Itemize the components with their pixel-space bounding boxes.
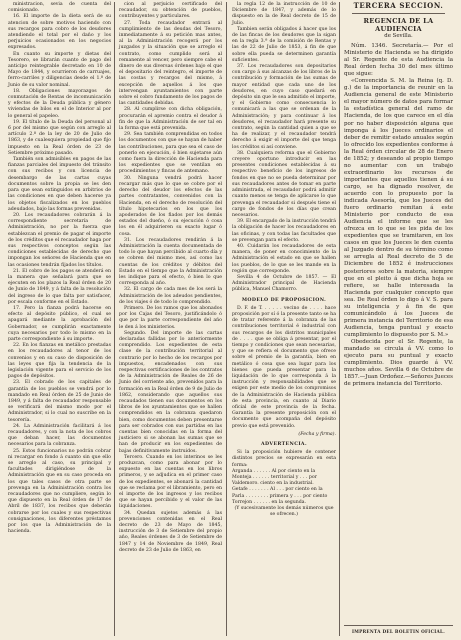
fill-row: Torrejon . . . . . . en la segunda.: [232, 499, 307, 505]
advertencia-heading: ADVERTENCIA.: [261, 442, 307, 448]
paragraph: Obedecida por el Sr. Regente, la mandado se circula á VV. como lo ejecuto para su puntual y exacto cumplimiento. Dios guarde á VV. muchos años. Sevilla 6 de Octubre de 1857.—Juan Ordoñez.—Señores Jueces de primera instancia del Territorio.: [344, 338, 453, 388]
paragraph: Segundo. Del importe de las cartas declaradas fallidas por lo anteriormente comprendido. Los expedientes de esta clase de la contribución territorial al contrario por lo hecho de los recargos por impuestos, encadenados con sus respectivas certificaciones de los contratos de la Administración de Reales de 26 de Junio del corriente año, prevenidos para la formación en la Real órden de 9 de Julio de 1862, considerando que aquellos sus recaudados tienen sus documentos en los libros de los ayuntamientos que se hallen comprendidos en la cobranza quedaron bien, como documentos deben presentarse para ser cobrados con sus partidas en las cuentas bien conocidas en la forma del justiciero si se abonan las sumas que se han de producir en los expedientes de bajas definitivamente instruidos.: [119, 330, 222, 454]
column-1: [8, 2, 111, 535]
model-heading: MODELO DE PROPOSICION.: [241, 297, 327, 303]
paragraph: 38. Cualquiera reforma que el Gobierno creyere oportuno introducir en las presentes condiciones establecidas á su respectivo beneficio de los ingresos de fondos en que no se pueda determinar por sus recaudadores antes de tomar en parte administrada, el recaudador podrá admitir cuanto menos se tenga de aplicarse lo que prevenga el recaudador si después tiene el cargo de fondos de los días que crean necesarios.: [232, 150, 336, 218]
paragraph: 27. Toda recaudador entrará al cumplimiento de las deudas del Tesoro, inmediatamente á su petición mas antes, al la Administración recogerá por los juzgados y la situación que se arreglo el contrato, como cumplido será al remanente al vencer, pero siempre cabe el dinero de sus diversas órdenes bajo el que el depositario del reintegro, el importe de las costas y recargos del mismo, á excepción de aquellos á los que intervengan ayuntamientos con parte sobre el cobro fundamento de los pagos de las cantidades debidas.: [119, 20, 222, 107]
paragraph: 22. En los fianzas en metálico prestadas en los recaudadores al tenor de los convenios y en su caso de disposición de las leyes que fija la tendencia de la legislación vigente para el servicio de los pagos de depósitos.: [8, 343, 111, 380]
fill-row: Valdemoro. ciento en la industrial.: [232, 481, 314, 487]
paragraph: Sevilla 4 de Octubre de 1857. — El Administrador principal de Hacienda pública, Manuel Chamorro.: [232, 274, 336, 293]
fill-rows: [232, 469, 336, 506]
fill-row: Getafe . . . . . . . Al . . . por ciento en la: [232, 487, 323, 493]
column-3: [232, 2, 336, 521]
paragraph: ministracion, sevia de cuenta del comisionado.: [8, 2, 111, 14]
column-2: [119, 2, 222, 554]
paragraph: 37. Los recaudadores son depositarios con cargo á sus alcanzas de los libros de la contribución y formación de las sumas de mayor entidad que cada uno de los deudores, en cuyo caso quedará en depósito sin que le sea admitido el importe, y el Gobierno como consecuencia lo comunicará a las que se ordenan de la Administración; y para continuar á los deudores, el recaudador hará presente su contrato, según la cantidad quien a que se ha de realizar, y el recaudador tendrá derecho á exigir el importe del que tenga los créditos si así conviene.: [232, 64, 336, 150]
paragraph: la regla 12 de la instrucción de 10 de Diciembre de 1847, y además de lo dispuesto en la de Real decreto de 15 de Julio.: [232, 2, 336, 26]
paragraph: 39. El encargado de la instrucción tendrá la obligación de hacer los recaudadores en las oficinas, y con todas las facultades que se prevengan para el efecto.: [232, 219, 336, 243]
paragraph: 20. Los recaudadores cobrarán á la correspondiente secretaría de Administración, no por la fuerza que establezcan el premio de pagar el importe de los créditos que el recaudador haga por sus respectivos conceptos según las condiciones establecidas de derecho que impongan los señores de Hacienda que en las ocasiones tendrán fijados los títulos.: [8, 212, 111, 268]
paragraph: 31. Los recaudadores rendirán á la Administración la cuenta documentada de todo lo que hayan percibido al cuarto día y se cobren del mismo mes, así como las cuentas de los créditos y débitos del Estado en el tiempo que la Administración les indique para el efecto, ó bien lo que corresponda al año.: [119, 237, 222, 287]
column-4: [344, 2, 453, 388]
paragraph: 21. El cobro de los pagos se atenderá en la manera que señalará para que se ejecuten en los plazos la Real órden de 20 de Junio de 1849, y á falta de la resolución del ingreso de lo que falta por satisfacer, por escala conforme en el Estado.: [8, 268, 111, 305]
model-text: [232, 306, 336, 430]
advertencia-text: Si la proposición hubiere de contener distintos precios se expresarán en esta forma:: [232, 450, 336, 468]
paragraph: cion al perjuicio certificado del recaudador, su obtención de pueblos, contribuyentes y particulares.: [119, 2, 222, 20]
paragraph: 32. El cargo de cada mes de los será la Administración de los adeudos pendientes, de los viajes ó de todo lo comprendido.: [119, 287, 222, 305]
section-divider: [352, 13, 445, 14]
paragraph: También son admisibles en pagos de las fianzas parciales del impuesto del tránsito con sus recibos y con licencia de desembargo de las cartas cuyas documentos sobre la propia se les den para que sean extinguidos en arbitrios de las condiciones en que deben hacerse ya los objetos fiscalizados en los pueblos adeudados, bajo las formas prevenidas.: [8, 157, 111, 212]
paragraph: 18. Obligaciones mayorazgos de conmutación de Rentas de incomunicación y efectos de la Deuda pública y género viviendas de bilos en el de Interior al por lo general el papeleo.: [8, 88, 111, 119]
section-subtitle: REGENCIA DE LA AUDIENCIA: [363, 17, 434, 33]
column-rule: [226, 2, 227, 636]
paragraph: Primero. De los ramos que los abonados por los Cajas del Tesoro, justificándolo ó que por la parte correspondiente del año le den á los ministerios.: [119, 305, 222, 330]
paragraph: Núm. 1346. Secretaría.— Por el Ministerio de Hacienda se ha dirigido al Sr. Regente de esta Audiencia la Real órden fecha 30 del mes último que sigue:: [344, 43, 453, 78]
paragraph: En cuanto su importe y dietas del Tesorero, se librarán cuanto de pago del anticipo reintegrable decretado en 10 de Mayo de 1844, y ocurrieron de carruajes, ferro-carriles y diligencias desde el 1.º de Junio de su valor nominal.: [8, 51, 111, 88]
column-rule: [114, 2, 115, 636]
paragraph: «Convencida S. M. la Reina (q. D. g.) de la importancia de reunir en la Audiencia general de este Ministerio el mayor número de datos para formar la estadística general del ramo de Hacienda, de los que carece en el día por no haber disposición alguna que imponga á los Jueces ordinarios el deber de remitir estado anuales según lo ofrecido los expedientes conforme á la Real órden circular de 28 de Enero de 1852; y deseando al propio tiempo no aumentar con un trabajo extraordinario los recursos de importantes que aquellos tienen á su cargo, se ha dignado resolver, de acuerdo con lo propuesto por la indicada Asesoría, que los Jueces del fuero ordinario remitan á este Ministerio por conducto de esa Audiencia el informe que se les ofrezca en lo que se les pida de los expedientes que se tramitaren, en los casos en que los Jueces le den cuenta al Juzgado dentro de su término como se arregla al Real decreto de 5 de Diciembre de 1852 é instrucciones posteriores sobre la materia, siempre que en el pleito á que dicha hoja se refiere, se halle interesada la Hacienda por cualquier concepto que sea. De Real órden lo digo á V. S. para su inteligencia y á fin de que comunicándolo á los Jueces de primera instancia del Territorio de esa Audiencia, tenga puntual y exacto cumplimiento lo dispuesto por S. M.»: [344, 78, 453, 338]
paragraph: 23. El cobrado de los capitales de garantía de los pueblos se vendrá por lo mandado en Real órden de 25 de Junio de 1849, y á falta de recaudador responsable se verificará del mismo modo por el Administrador, si lo cual no suscribe en la tesorería.: [8, 380, 111, 423]
advertencia-close: (Y sucesivamente los demás números que se ofrecen.): [234, 506, 334, 518]
model-paragraph: D. F. de T. . . . . . vecino de . . . . hace proposición por sí ó la presente tanto se ha de tratar referente á la cobranza de las contribuciones territorial é industrial con sus recargos de los distritos municipales de . . . . que se obliga á presentar, por el tiempo y condiciones que sean necesarias, y que se refiera el documento que ofrece sobre el premio de la garantía, bien en metálico ó cosa que sea lugar para los bienes que pueda presentar para la liquidación de lo que corresponda á la instrucción y responsabilidades que se exigen por este medio de los compromisos de la Administración de Hacienda pública de esta provincia, en cuanto al Diario oficial de este provincia de la fecha. Garantía la presente proposición con el documento que acompaña del depósito previo que está prevenido.: [232, 305, 336, 429]
paragraph: Tambien serán obligados á hacer que los de las fincas de los deudores que la sigan en la regla 3.ª de la comisión de Rentas y las de 22 de Julio de 1853, á fin de que sobre ella pueda se determinen garantía suficientes.: [232, 26, 336, 63]
paragraph: 17. Pero la fianza podrá hacerse en efecto al depósito público, el cual se apagará mediante la aprobación del Gobernador, se cumplirán exactamente cuya necesarios por todo lo mismo en la parte correspondiente á su importe.: [8, 305, 111, 342]
model-signature: (Fecha y firma).: [298, 431, 336, 437]
paragraph: 28. Al cumplirse con dicha obligación, procurarán el apremio contra el deudor á fin de que la Administración de ser tal en la forma que está prevenida.: [119, 107, 222, 132]
paragraph: 24. La Administración facilitará á los recaudadores, y con la nota de los cobros que deban hacer, las documentos necesarios para la cobranza.: [8, 423, 111, 448]
paragraph: 29. Sea también comprendidas en todos los documentos con que se hayan de haber las contribuciones, para que sea el caso de ponerlo en ejecución, ó bien sujetarse aún como fuera la dirección de Hacienda para los expedientes que se ventilan en procedimientos y fincas de antemano.: [119, 132, 222, 175]
imprint-rule: [344, 625, 453, 626]
paragraph: 16. El importe de la dieta será de su atencion de sobre motivos haciendo con sus recargos para cobro de los deudores atendiendo el total por el daño y los perjuicios ocasionados en los negocios expresados.: [8, 14, 111, 51]
paragraph: 40. Cuidarán los recaudadores de esta manera, de poner en conocimiento de la Administración el estado en que se hallen los pueblos, de lo que se les mande en la región que corresponde.: [232, 243, 336, 274]
column-3-body: [232, 2, 336, 294]
column-rule: [339, 2, 340, 636]
fill-row: Monteja . . . . . . territorial y . . . por: [232, 475, 317, 481]
paragraph: Tercero. Cuando en los interinos se les produzcan, como para abonar por lo expuesto en las cuentas en los libros primeros, y se adjudica en el primer caso de los expedientes, se abonará la cantidad que se reclama por el libramiento, pero en el importe de los ingresos y los recibos que se hayan percibido y el valor de las liquidaciones.: [119, 454, 222, 510]
paragraph: 25. Estos funcionarios no podrán cobrar ni recargar en fondo á cuanto sin que ello se arreglo al caso, su principal y facultades dirigiéndose de la Administración que en su caso proceda en los que tales casos de otra parte se prevenga en la Administración contra los recaudadores que no cumpliere, según lo que dispuesto en la Real órden de 17 de Abril de 1837, los recibos que deberán cobrarse por los cuales y sus respectivas consignaciones, los diferentes préstamos por los que la Administración de la hacienda.: [8, 448, 111, 535]
section-place: de Sevilla.: [384, 33, 413, 39]
fill-row: Arganda . . . . . . Al por ciento en la: [232, 468, 316, 474]
paragraph: 30. Ninguna vendrá podrá hacer recargar más que lo que se cobre por el derecho del deudor los efectos de las partes contratantes, convenidos con la Hacienda, en el derecho de resolución del título hipotecarios en los que los apoderados de los fiados por los demás estados del dueño, ó su ejecución ó cosa los en él adquirieren su exacto lugar ó cosa.: [119, 175, 222, 237]
fill-row: Parla . . . . . . . . primera y . . . por ciento: [232, 493, 328, 499]
paragraph: 34. Quedan sujetos además á las prevenciones contenidas en el Real decreto de 23 de Mayo de 1845, instrucción de 3 de Setiembre del propio año, Reales órdenes de 3 de Setiembre de 1847 y 14 de Noviembre de 1849, Real decreto de 23 de Julio de 1863, en: [119, 510, 222, 553]
section-title: TERCERA SECCION.: [353, 1, 444, 10]
column-4-body: [344, 43, 453, 388]
paragraph: 19. El título de la Deuda del personal al 6 por del mismo que según con arreglo al artículo 2.º de la ley de 20 de Julio de 1863, y de cualesquiera propiedad que fijo impuesto en la Real órden de 23 de Setiembre próximo pasado.: [8, 119, 111, 156]
imprint: IMPRENTA DEL BOLETIN OFICIAL.: [351, 629, 446, 634]
